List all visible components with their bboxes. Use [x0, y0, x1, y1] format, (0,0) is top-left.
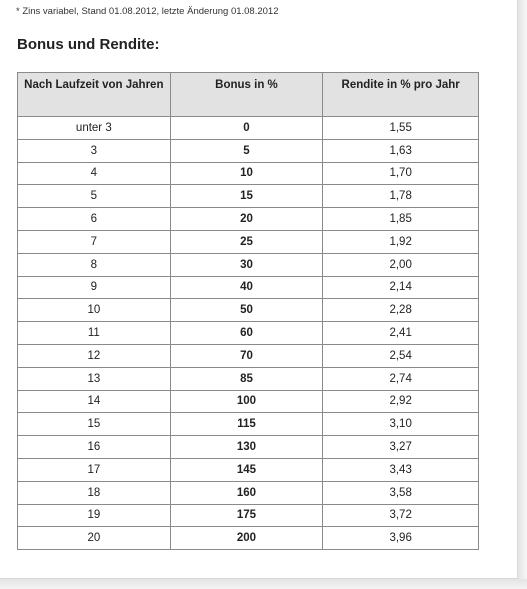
table-header-row	[18, 73, 479, 117]
cell-laufzeit: 6	[18, 208, 171, 231]
cell-rendite: 2,41	[323, 322, 479, 345]
cell-laufzeit: 14	[18, 390, 171, 413]
table-row	[18, 481, 479, 504]
cell-rendite: 1,78	[323, 185, 479, 208]
cell-laufzeit: 4	[18, 162, 171, 185]
cell-rendite: 1,63	[323, 139, 479, 162]
cell-rendite: 1,85	[323, 208, 479, 231]
table-row	[18, 299, 479, 322]
table-row	[18, 276, 479, 299]
cell-rendite: 2,74	[323, 367, 479, 390]
table-row	[18, 458, 479, 481]
table-row	[18, 230, 479, 253]
cell-laufzeit: 9	[18, 276, 171, 299]
cell-rendite: 2,54	[323, 344, 479, 367]
cell-rendite: 1,70	[323, 162, 479, 185]
cell-laufzeit: 12	[18, 344, 171, 367]
cell-bonus: 85	[170, 367, 323, 390]
table-row	[18, 527, 479, 550]
cell-laufzeit: 7	[18, 230, 171, 253]
rate-footnote: * Zins variabel, Stand 01.08.2012, letzte Änderung 01.08.2012	[16, 6, 279, 17]
table-row	[18, 253, 479, 276]
cell-rendite: 3,27	[323, 436, 479, 459]
page-shadow-right	[518, 0, 527, 579]
table-row	[18, 117, 479, 140]
table-row	[18, 390, 479, 413]
cell-bonus: 175	[170, 504, 323, 527]
section-heading: Bonus und Rendite:	[17, 36, 160, 53]
cell-bonus: 70	[170, 344, 323, 367]
cell-rendite: 3,96	[323, 527, 479, 550]
cell-bonus: 30	[170, 253, 323, 276]
table-row	[18, 436, 479, 459]
cell-bonus: 10	[170, 162, 323, 185]
cell-bonus: 0	[170, 117, 323, 140]
table-row	[18, 208, 479, 231]
cell-bonus: 145	[170, 458, 323, 481]
cell-laufzeit: 15	[18, 413, 171, 436]
cell-bonus: 160	[170, 481, 323, 504]
bonus-rendite-table	[17, 72, 479, 550]
cell-rendite: 3,58	[323, 481, 479, 504]
cell-laufzeit: 17	[18, 458, 171, 481]
cell-rendite: 1,92	[323, 230, 479, 253]
cell-rendite: 3,72	[323, 504, 479, 527]
cell-laufzeit: 13	[18, 367, 171, 390]
cell-bonus: 100	[170, 390, 323, 413]
cell-rendite: 2,92	[323, 390, 479, 413]
cell-bonus: 5	[170, 139, 323, 162]
cell-bonus: 60	[170, 322, 323, 345]
table-row	[18, 185, 479, 208]
header-rendite: Rendite in % pro Jahr	[323, 73, 479, 117]
table-row	[18, 413, 479, 436]
cell-bonus: 115	[170, 413, 323, 436]
cell-rendite: 2,28	[323, 299, 479, 322]
page-shadow-bottom	[0, 579, 527, 589]
cell-bonus: 25	[170, 230, 323, 253]
cell-bonus: 130	[170, 436, 323, 459]
cell-rendite: 1,55	[323, 117, 479, 140]
cell-rendite: 2,00	[323, 253, 479, 276]
cell-laufzeit: 10	[18, 299, 171, 322]
cell-laufzeit: unter 3	[18, 117, 171, 140]
table-row	[18, 504, 479, 527]
header-laufzeit: Nach Laufzeit von Jahren	[18, 73, 171, 117]
table-row	[18, 139, 479, 162]
cell-bonus: 50	[170, 299, 323, 322]
cell-bonus: 200	[170, 527, 323, 550]
cell-rendite: 3,10	[323, 413, 479, 436]
table-row	[18, 162, 479, 185]
cell-laufzeit: 8	[18, 253, 171, 276]
cell-laufzeit: 18	[18, 481, 171, 504]
cell-bonus: 40	[170, 276, 323, 299]
cell-rendite: 3,43	[323, 458, 479, 481]
cell-laufzeit: 3	[18, 139, 171, 162]
cell-bonus: 20	[170, 208, 323, 231]
table-row	[18, 367, 479, 390]
cell-laufzeit: 11	[18, 322, 171, 345]
cell-rendite: 2,14	[323, 276, 479, 299]
table-row	[18, 344, 479, 367]
cell-laufzeit: 20	[18, 527, 171, 550]
table-row	[18, 322, 479, 345]
cell-laufzeit: 19	[18, 504, 171, 527]
cell-laufzeit: 5	[18, 185, 171, 208]
cell-laufzeit: 16	[18, 436, 171, 459]
cell-bonus: 15	[170, 185, 323, 208]
header-bonus: Bonus in %	[170, 73, 323, 117]
